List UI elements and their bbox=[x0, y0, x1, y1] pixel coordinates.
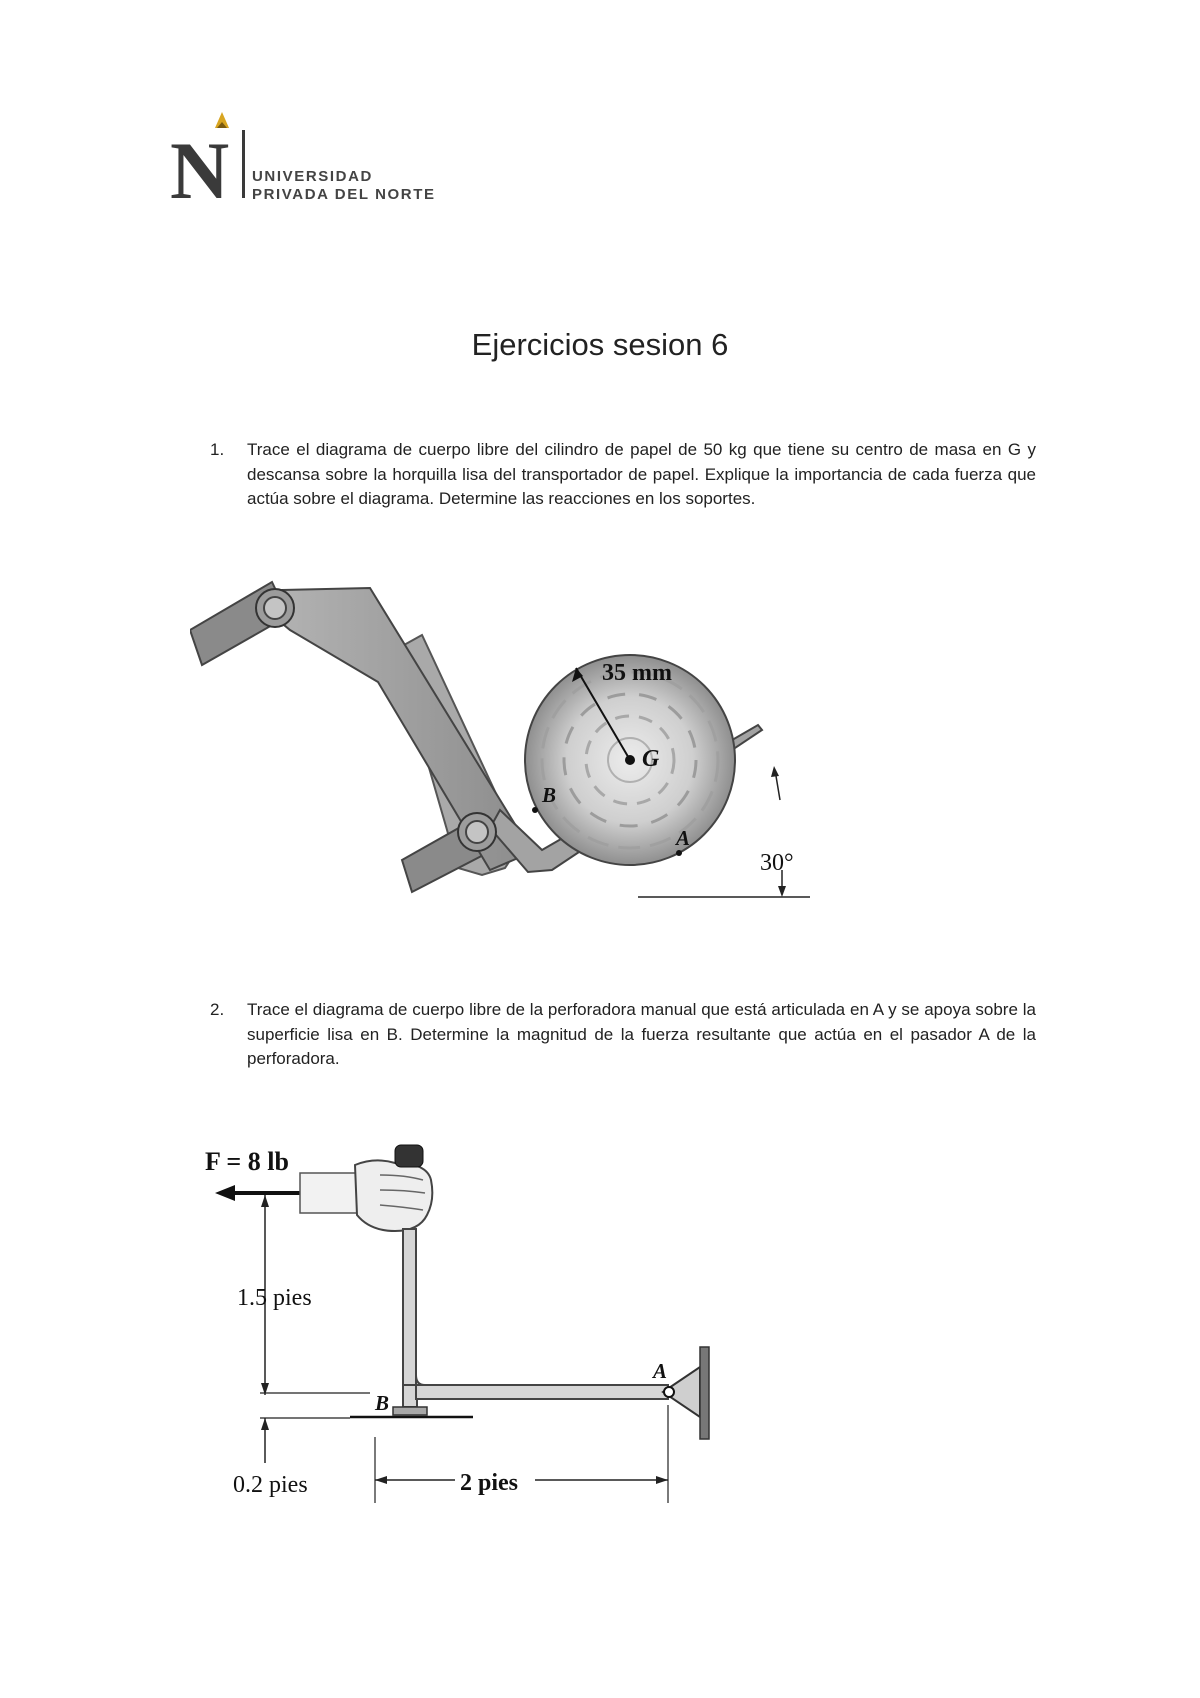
contact-b-dot bbox=[532, 807, 538, 813]
center-g-dot bbox=[625, 755, 635, 765]
university-line1: UNIVERSIDAD bbox=[252, 168, 373, 185]
problem-2-text: Trace el diagrama de cuerpo libre de la perforadora manual que está articulada en A y se apoya sobre la superficie lisa en B. Determine la magnitud de la fuerza resultante que actúa en el pasador A de la perforadora. bbox=[247, 1000, 1036, 1068]
figure-paper-roll bbox=[190, 570, 830, 940]
point-b-label: B bbox=[375, 1391, 390, 1415]
angle-label: 30° bbox=[760, 850, 794, 876]
problem-2-number: 2. bbox=[210, 1000, 225, 1019]
problem-1 bbox=[210, 438, 1036, 512]
point-a-label: A bbox=[653, 1359, 668, 1383]
problem-1-text: Trace el diagrama de cuerpo libre del cilindro de papel de 50 kg que tiene su centro de masa en G y descansa sobre la horquilla lisa del transportador de papel. Explique la importancia de cada fuerza que actúa sobre el diagrama. Determine las reacciones en los soportes. bbox=[247, 440, 1036, 508]
point-b-label: B bbox=[542, 783, 557, 807]
university-line2: PRIVADA DEL NORTE bbox=[252, 186, 436, 203]
pin-a bbox=[664, 1387, 674, 1397]
hand-icon bbox=[300, 1145, 432, 1231]
dimension-bottom-label: 0.2 pies bbox=[233, 1472, 308, 1498]
dimension-horizontal-label: 2 pies bbox=[460, 1470, 519, 1496]
punch-handle bbox=[403, 1229, 416, 1389]
logo-letter: N bbox=[170, 125, 230, 205]
university-name bbox=[252, 168, 436, 204]
foot-b bbox=[393, 1407, 427, 1415]
dimension-vertical-label: 1.5 pies bbox=[237, 1285, 312, 1311]
problem-2 bbox=[210, 998, 1036, 1072]
center-g-label: G bbox=[642, 746, 660, 772]
problem-1-number: 1. bbox=[210, 440, 225, 459]
point-a-label: A bbox=[676, 826, 691, 850]
force-label: F = 8 lb bbox=[205, 1147, 289, 1176]
contact-a-dot bbox=[676, 850, 682, 856]
radius-label: 35 mm bbox=[602, 660, 672, 686]
page-title: Ejercicios sesion 6 bbox=[471, 327, 729, 362]
figure-hand-punch bbox=[205, 1135, 725, 1515]
